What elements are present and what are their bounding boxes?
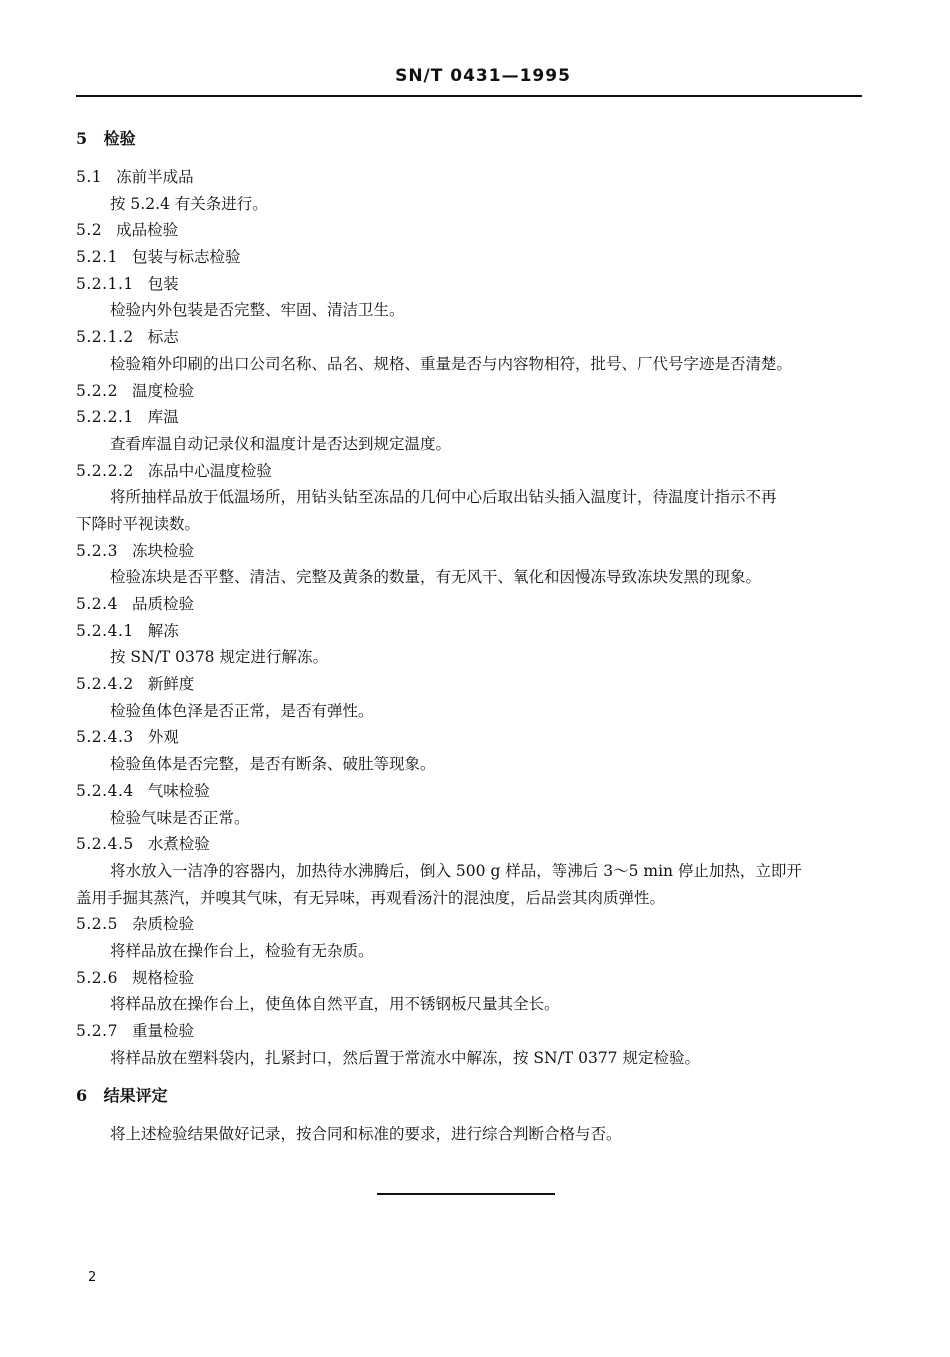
- clause-number: 5.2.1.1: [76, 274, 134, 293]
- clause-number: 5.2.4.3: [76, 728, 134, 747]
- clause-title: 包装: [147, 274, 179, 293]
- clause-heading: [76, 671, 866, 698]
- clause-number: 5.2.1: [76, 248, 118, 267]
- clause-number: 5.2.4: [76, 595, 118, 613]
- clause-title: 成品检验: [116, 221, 179, 240]
- clause-heading: [76, 618, 866, 645]
- clause-title: 新鲜度: [147, 675, 195, 694]
- clause-heading: [76, 1018, 866, 1045]
- clause-text-continuation: 盖用手掘其蒸汽，并嗅其气味，有无异味，再观看汤汁的混浊度，后品尝其肉质弹性。: [76, 888, 666, 907]
- clause-heading: [76, 271, 866, 298]
- clause-text: 检验内外包装是否完整、牢固、清洁卫生。: [110, 301, 405, 320]
- clause-heading: [76, 458, 866, 485]
- page-number: 2: [88, 1270, 97, 1285]
- clause-number: 5.2.6: [76, 968, 118, 987]
- clause-title: 杂质检验: [131, 915, 194, 934]
- clause-heading: [76, 404, 866, 431]
- conclusion-paragraph: 将上述检验结果做好记录，按合同和标准的要求，进行综合判断合格与否。: [110, 1125, 622, 1144]
- clause-title: 温度检验: [131, 381, 194, 400]
- clause-text-continuation: 下降时平视读数。: [76, 514, 201, 533]
- clause-number: 5.2.2: [76, 381, 118, 400]
- clause-heading: [76, 538, 866, 565]
- clause-text: 检验鱼体色泽是否正常，是否有弹性。: [110, 701, 374, 720]
- clause-heading: [76, 164, 866, 191]
- clause-title: 标志: [147, 328, 179, 347]
- end-rule: [377, 1193, 555, 1195]
- clause-title: 冻品中心温度检验: [147, 461, 272, 480]
- clause-text: 将样品放在操作台上，检验有无杂质。: [110, 941, 374, 960]
- clause-heading: [76, 244, 866, 271]
- section-heading-6: [76, 1081, 866, 1111]
- clause-title: 冻块检验: [131, 541, 194, 560]
- clause-title: 水煮检验: [147, 835, 210, 854]
- clause-title: 规格检验: [131, 968, 194, 987]
- clause-number: 5.1: [76, 168, 103, 186]
- clause-heading: [76, 217, 866, 244]
- clause-heading: [76, 911, 866, 938]
- header-rule: [76, 95, 862, 97]
- clause-text: 查看库温自动记录仪和温度计是否达到规定温度。: [110, 434, 452, 453]
- clause-text: 按 SN/T 0378 规定进行解冻。: [110, 648, 328, 667]
- clause-number: 5.2.4.5: [76, 835, 134, 854]
- clause-heading: [76, 378, 866, 405]
- clause-number: 5.2.7: [76, 1022, 118, 1040]
- clause-heading: [76, 724, 866, 751]
- clause-title: 库温: [147, 408, 179, 427]
- section-title: 检验: [103, 129, 136, 148]
- clause-number: 5.2.1.2: [76, 328, 134, 347]
- clause-number: 5.2.5: [76, 915, 118, 934]
- clause-text: 检验冻块是否平整、清洁、完整及黄条的数量，有无风干、氧化和因慢冻导致冻块发黑的现象。: [110, 568, 762, 587]
- section-title: 结果评定: [103, 1086, 168, 1106]
- clause-heading: [76, 831, 866, 858]
- clause-heading: [76, 965, 866, 992]
- section-number: 6: [76, 1086, 88, 1106]
- clause-number: 5.2.4.4: [76, 781, 134, 800]
- clause-title: 气味检验: [147, 781, 210, 800]
- section-number: 5: [76, 129, 88, 148]
- clause-text: 将所抽样品放于低温场所，用钻头钻至冻品的几何中心后取出钻头插入温度计，待温度计指示不再: [110, 488, 777, 507]
- clause-heading: [76, 778, 866, 805]
- clause-text: 检验鱼体是否完整，是否有断条、破肚等现象。: [110, 755, 436, 774]
- clause-heading: [76, 591, 866, 618]
- document-body: [76, 124, 866, 1148]
- section-heading-5: [76, 124, 866, 154]
- clause-title: 解冻: [147, 621, 179, 640]
- clause-number: 5.2.3: [76, 541, 118, 560]
- standard-code-header: SN/T 0431—1995: [395, 66, 571, 86]
- clause-heading: [76, 324, 866, 351]
- clause-title: 包装与标志检验: [131, 248, 241, 267]
- clause-title: 冻前半成品: [116, 168, 194, 186]
- clause-text: 将水放入一洁净的容器内，加热待水沸腾后，倒入 500 g 样品，等沸后 3～5 min 停止加热，立即开: [110, 861, 802, 880]
- clause-title: 品质检验: [131, 595, 194, 613]
- clause-number: 5.2.4.2: [76, 675, 134, 694]
- clause-number: 5.2.2.1: [76, 408, 134, 427]
- clause-text: 检验气味是否正常。: [110, 808, 250, 827]
- clause-text: 将样品放在塑料袋内，扎紧封口，然后置于常流水中解冻，按 SN/T 0377 规定检验。: [110, 1048, 700, 1067]
- clause-title: 重量检验: [131, 1022, 194, 1040]
- clause-text: 检验箱外印刷的出口公司名称、品名、规格、重量是否与内容物相符，批号、厂代号字迹是否清楚。: [110, 354, 793, 373]
- clause-number: 5.2.4.1: [76, 621, 134, 640]
- clause-number: 5.2: [76, 221, 103, 240]
- clause-number: 5.2.2.2: [76, 461, 134, 480]
- clause-title: 外观: [147, 728, 179, 747]
- clause-text: 将样品放在操作台上，使鱼体自然平直，用不锈钢板尺量其全长。: [110, 995, 560, 1014]
- clause-text: 按 5.2.4 有关条进行。: [110, 194, 268, 213]
